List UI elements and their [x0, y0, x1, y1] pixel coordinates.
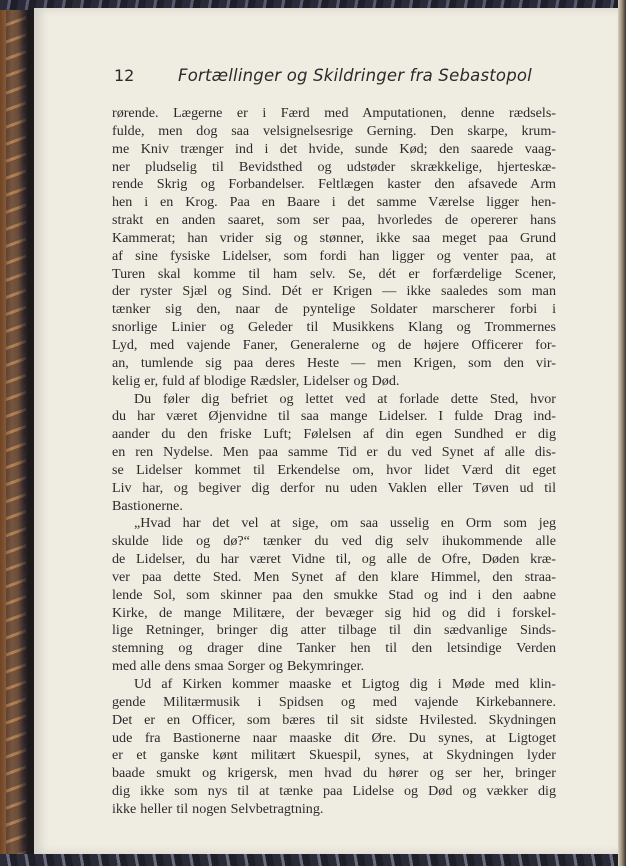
text-line: ver paa dette Sted. Men Synet af den klare Himmel, den straa- [112, 568, 556, 585]
text-line: ude fra Bastionerne naar maaske dit Øre. Du synes, at Ligtoget [112, 729, 556, 746]
text-line: dig ikke som nys til at tænke paa Lidelse og Død og vækker dig [112, 783, 556, 800]
body-text [112, 105, 556, 819]
paragraph-end-line: med alle dens smaa Sorger og Bekymringer. [112, 658, 365, 675]
text-line: rørende. Lægerne er i Færd med Amputationen, denne rædsels- [112, 105, 556, 121]
text-line: hen i en Krog. Paa en Baare i det samme Værelse ligger hen- [112, 194, 556, 211]
text-line: lende Sol, som skinner paa den smukke Stad og ind i den aabne [112, 586, 556, 603]
text-line: aander du den friske Luft; Følelsen af din egen Sundhed er dig [112, 426, 556, 443]
text-line: Turen skal komme til ham selv. Se, dét er forfærdelige Scener, [112, 265, 556, 282]
text-line: se Lidelser kommet til Erkendelse om, hvor lidet Værd dit eget [112, 461, 556, 478]
text-line: en ren Nydelse. Men paa samme Tid er du ved Synet af alle dis- [112, 444, 556, 461]
right-page-edge [618, 0, 626, 866]
text-line: lige Retninger, bringer dig atter tilbage til din sædvanlige Sinds- [112, 622, 556, 639]
text-line: me Kniv trænger ind i det hvide, sunde Kød; den saarede vaag- [112, 140, 556, 157]
text-line: du har været Øjenvidne til saa mange Lidelser. I fulde Drag ind- [112, 408, 556, 425]
text-line: baade smukt og krigersk, men hvad du hører og ser her, bringer [112, 765, 556, 782]
paragraph-end-line: ikke heller til nogen Selvbetragtning. [112, 800, 324, 817]
marbled-bottom-edge [0, 854, 626, 866]
text-line: fulde, men dog saa velsignelsesrige Gerning. Den skarpe, krum- [112, 122, 556, 139]
text-line: stemning og drager dine Tanker hen til den letsindige Verden [112, 640, 556, 657]
text-line: Kirke, de mange Militære, der bevæger sig hid og did i forskel- [112, 604, 556, 621]
marbled-spine [6, 0, 26, 866]
text-line: gende Militærmusik i Spidsen og med vajende Kirkebannere. [112, 693, 556, 710]
page-number: 12 [114, 66, 135, 85]
text-line: ner pludselig til Bevidsthed og udstøder skrækkelige, hjerteskæ- [112, 158, 556, 175]
running-title: Fortællinger og Skildringer fra Sebastopol [178, 66, 532, 85]
text-line: Kammerat; han vrider sig og stønner, ikke saa meget paa Grund [112, 229, 556, 246]
text-line: an, tumlende sig paa deres Heste — men Krigen, som den vir- [112, 354, 556, 371]
text-line: de Lidelser, du har været Vidne til, og alle de Ofre, Døden kræ- [112, 551, 556, 568]
paragraph-start-line: „Hvad har det vel at sige, om saa usselig en Orm som jeg [134, 515, 556, 532]
text-line: Liv har, og begiver dig derfor nu uden Vaklen eller Tøven ud til [112, 479, 556, 496]
paragraph-end-line: kelig er, fuld af blodige Rædsler, Lidelser og Død. [112, 372, 400, 389]
paragraph-end-line: Bastionerne. [112, 497, 183, 514]
text-line: der ryster Sjæl og Sind. Dét er Krigen — ikke saaledes som man [112, 283, 556, 300]
text-line: rende Skrig og Forbandelser. Feltlægen kaster den afsavede Arm [112, 176, 556, 193]
text-line: tænker sig den, naar de pyntelige Soldater marscherer forbi i [112, 301, 556, 318]
text-line: af sine fysiske Lidelser, som fordi han ligger og venter paa, at [112, 247, 556, 264]
page-header [114, 66, 534, 92]
text-line: er et ganske kønt militært Skuespil, synes, at Skydningen lyder [112, 747, 556, 764]
text-line: strakt en anden saaret, som ser paa, hvorledes de opererer hans [112, 212, 556, 229]
text-line: Lyd, med vajende Faner, Generalerne og de højere Officerer for- [112, 336, 556, 353]
text-line: snorlige Linier og Geleder til Musikkens Klang og Trommernes [112, 319, 556, 336]
text-line: skulde lide og dø?“ tænker du ved dig selv ihukommende alle [112, 533, 556, 550]
paragraph-start-line: Du føler dig befriet og lettet ved at forlade dette Sted, hvor [134, 390, 556, 407]
paragraph-start-line: Ud af Kirken kommer maaske et Ligtog dig i Møde med klin- [134, 676, 556, 692]
text-line: Det er en Officer, som bæres til sit sidste Hvilested. Skydningen [112, 711, 556, 728]
